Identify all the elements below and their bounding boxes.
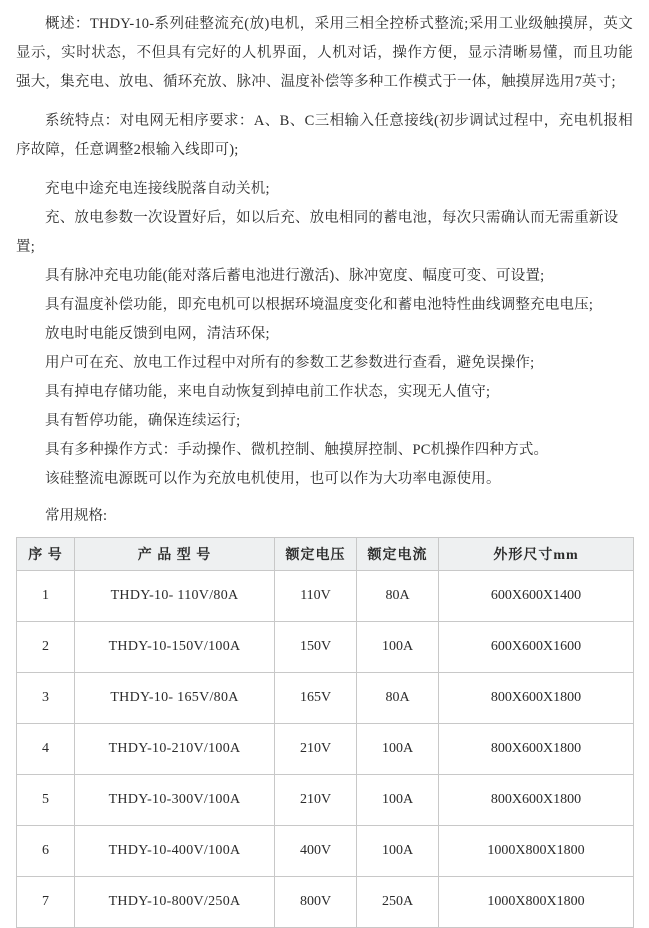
cell-no: 3 (17, 673, 75, 724)
cell-no: 5 (17, 775, 75, 826)
cell-dimensions: 800X600X1800 (439, 775, 634, 826)
cell-model: THDY-10-400V/100A (75, 826, 275, 877)
system-features-section (16, 107, 633, 165)
column-header-no: 序 号 (17, 538, 75, 571)
cell-dimensions: 800X600X1800 (439, 673, 634, 724)
feature-item: 具有多种操作方式：手动操作、微机控制、触摸屏控制、PC机操作四种方式。 (45, 442, 549, 458)
table-header (17, 538, 634, 571)
cell-current: 80A (357, 673, 439, 724)
table-body (17, 571, 634, 928)
feature-item: 具有温度补偿功能，即充电机可以根据环境温度变化和蓄电池特性曲线调整充电电压; (45, 297, 594, 313)
table-row (17, 775, 634, 826)
cell-dimensions: 800X600X1800 (439, 724, 634, 775)
feature-item: 具有掉电存储功能，来电自动恢复到掉电前工作状态，实现无人值守; (45, 384, 491, 400)
cell-voltage: 400V (275, 826, 357, 877)
cell-model: THDY-10-800V/250A (75, 877, 275, 928)
cell-current: 100A (357, 622, 439, 673)
cell-no: 7 (17, 877, 75, 928)
cell-current: 100A (357, 826, 439, 877)
feature-item: 具有暂停功能，确保连续运行; (45, 413, 241, 429)
table-row (17, 877, 634, 928)
specification-table (16, 537, 634, 928)
cell-no: 6 (17, 826, 75, 877)
feature-item: 用户可在充、放电工作过程中对所有的参数工艺参数进行查看，避免误操作; (45, 355, 535, 371)
table-header-row (17, 538, 634, 571)
cell-voltage: 110V (275, 571, 357, 622)
feature-item: 具有脉冲充电功能(能对落后蓄电池进行激活)、脉冲宽度、幅度可变、可设置; (45, 268, 545, 284)
cell-model: THDY-10-210V/100A (75, 724, 275, 775)
system-features-paragraph: 系统特点：对电网无相序要求：A、B、C三相输入任意接线(初步调试过程中，充电机报相序故障，任意调整2根输入线即可); (16, 113, 633, 158)
column-header-dimensions: 外形尺寸mm (439, 538, 634, 571)
table-row (17, 724, 634, 775)
table-row (17, 622, 634, 673)
cell-voltage: 800V (275, 877, 357, 928)
cell-voltage: 210V (275, 724, 357, 775)
column-header-model: 产 品 型 号 (75, 538, 275, 571)
feature-item: 该硅整流电源既可以作为充放电机使用，也可以作为大功率电源使用。 (45, 471, 501, 487)
cell-no: 4 (17, 724, 75, 775)
cell-voltage: 150V (275, 622, 357, 673)
cell-voltage: 165V (275, 673, 357, 724)
cell-model: THDY-10-150V/100A (75, 622, 275, 673)
feature-list (16, 175, 633, 494)
table-row (17, 571, 634, 622)
feature-item: 充电中途充电连接线脱落自动关机; (45, 181, 270, 197)
cell-current: 100A (357, 775, 439, 826)
cell-model: THDY-10- 165V/80A (75, 673, 275, 724)
feature-item: 充、放电参数一次设置好后，如以后充、放电相同的蓄电池，每次只需确认而无需重新设置; (16, 210, 619, 255)
cell-voltage: 210V (275, 775, 357, 826)
table-row (17, 673, 634, 724)
cell-dimensions: 1000X800X1800 (439, 826, 634, 877)
cell-model: THDY-10-300V/100A (75, 775, 275, 826)
column-header-current: 额定电流 (357, 538, 439, 571)
cell-model: THDY-10- 110V/80A (75, 571, 275, 622)
overview-paragraph: 概述：THDY-10-系列硅整流充(放)电机，采用三相全控桥式整流;采用工业级触摸屏，英文显示，实时状态，不但具有完好的人机界面，人机对话，操作方便，显示清晰易懂，而且功能强大，集充电、放电、循环充放、脉冲、温度补偿等多种工作模式于一体，触摸屏选用7英寸; (16, 16, 633, 90)
cell-no: 2 (17, 622, 75, 673)
cell-dimensions: 1000X800X1800 (439, 877, 634, 928)
spec-section-title: 常用规格: (45, 508, 108, 524)
overview-section (16, 10, 633, 97)
cell-dimensions: 600X600X1600 (439, 622, 634, 673)
feature-item: 放电时电能反馈到电网，清洁环保; (45, 326, 270, 342)
cell-no: 1 (17, 571, 75, 622)
cell-dimensions: 600X600X1400 (439, 571, 634, 622)
column-header-voltage: 额定电压 (275, 538, 357, 571)
cell-current: 100A (357, 724, 439, 775)
cell-current: 80A (357, 571, 439, 622)
cell-current: 250A (357, 877, 439, 928)
